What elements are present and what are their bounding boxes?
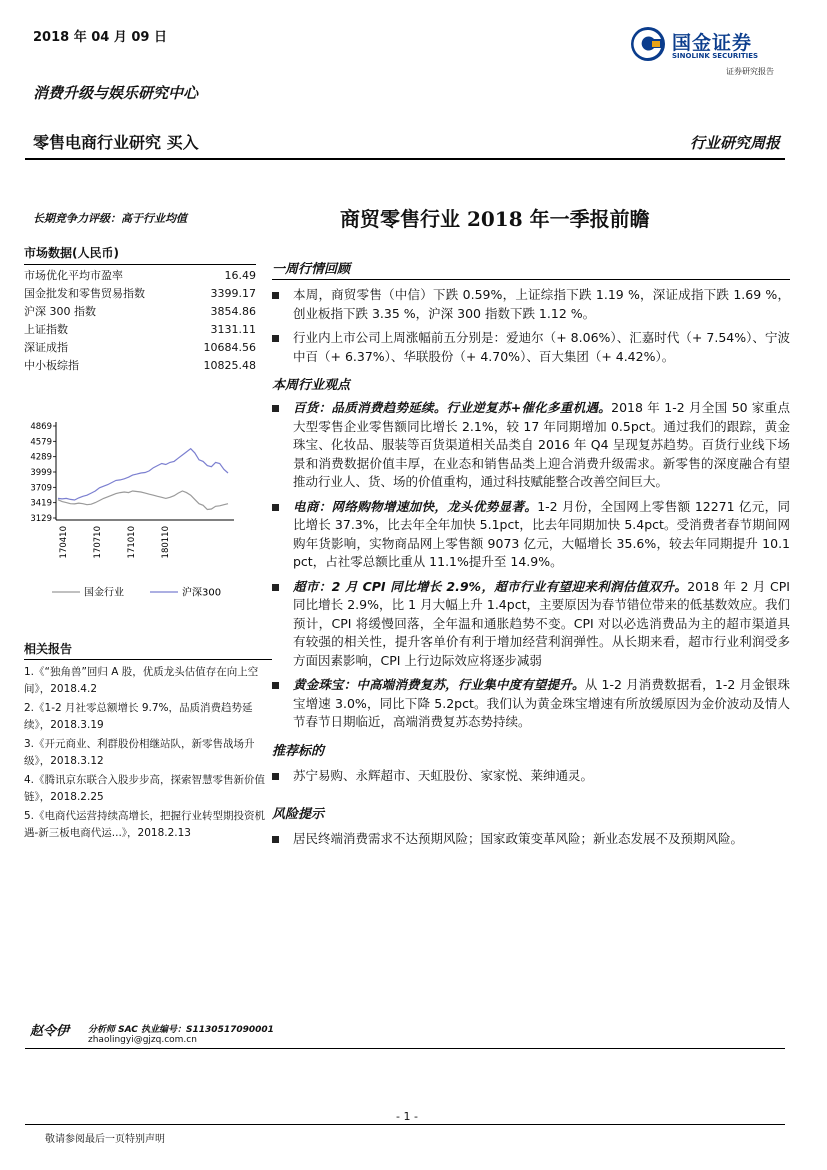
- section-industry-view-title: 本周行业观点: [272, 378, 351, 393]
- market-row: [24, 339, 256, 357]
- related-report-item: 5.《电商代运营持续高增长，把握行业转型期投资机遇-新三板电商代运...》，2018.2.13: [24, 810, 266, 839]
- y-tick-label: 3709: [30, 483, 52, 494]
- x-tick-label: 170710: [93, 526, 103, 559]
- bullet-text: 2018 年 1-2 月全国 50 家重点大型零售企业零售额同比增长 2.1%，较 17 年同期增加 0.5pct。通过我们的跟踪，黄金珠宝、化妆品、服装等百货渠道相关品类自 2016 年 Q4 呈现复苏趋势。百货行业线下场景和消费数据价值丰厚，在业态和销售品类上迎合消费升级需求。新零售的深度融合有望推动行业人、货、场的价值重构，通过科技赋能整合改善空间巨大。: [293, 400, 790, 489]
- x-tick-label: 170410: [59, 526, 69, 559]
- analyst-email: zhaolingyi@gjzq.com.cn: [88, 1035, 197, 1045]
- market-row: [24, 321, 256, 339]
- footer-divider: [25, 1124, 785, 1125]
- recommend-item: [272, 767, 790, 786]
- market-value: 10825.48: [203, 359, 256, 372]
- bullet-body: [293, 498, 790, 572]
- footer-disclaimer: 敬请参阅最后一页特别声明: [45, 1134, 165, 1145]
- bullet-text: 行业内上市公司上周涨幅前五分别是：爱迪尔（+ 8.06%）、汇嘉时代（+ 7.54%）、宁波中百（+ 6.37%）、华联股份（+ 4.70%）、百大集团（+ 4.42%）。: [293, 330, 790, 364]
- related-report-item: 2.《1-2 月社零总额增长 9.7%，品质消费趋势延续》，2018.3.19: [24, 702, 253, 731]
- bullet-lead: 超市：2 月 CPI 同比增长 2.9%，超市行业有望迎来利润估值双升。: [293, 578, 688, 594]
- bullet-lead: 黄金珠宝：中高端消费复苏，行业集中度有望提升。: [293, 677, 585, 692]
- risk-item: [272, 830, 790, 849]
- sector-rating: 零售电商行业研究 买入: [33, 133, 199, 152]
- x-tick-label: 171010: [127, 526, 137, 559]
- section-risk-title: 风险提示: [272, 807, 325, 822]
- y-tick-label: 3419: [30, 498, 52, 509]
- main-content: [272, 258, 790, 849]
- related-report-item: 3.《开元商业、利群股份相继站队，新零售战场升级》，2018.3.12: [24, 738, 255, 767]
- analyst-divider: [25, 1048, 785, 1049]
- header-divider: [25, 158, 785, 160]
- bullet-body: [293, 578, 790, 671]
- sinolink-logo-icon: [630, 26, 666, 62]
- bullet-icon: [272, 405, 279, 412]
- market-value: 10684.56: [203, 341, 256, 354]
- related-report-item: 4.《腾讯京东联合入股步步高，探索智慧零售新价值链》，2018.2.25: [24, 774, 266, 803]
- x-tick-label: 180110: [161, 526, 171, 559]
- bullet-body: [293, 676, 790, 732]
- risk-text: 居民终端消费需求不达预期风险；国家政策变革风险；新业态发展不及预期风险。: [293, 831, 744, 846]
- section-recommend-title: 推荐标的: [272, 743, 325, 759]
- bullet-icon: [272, 836, 279, 843]
- market-label: 沪深 300 指数: [24, 305, 96, 318]
- logo-en-text: SINOLINK SECURITIES: [672, 52, 759, 60]
- index-chart-svg: [22, 410, 258, 610]
- industry-view-item: [272, 498, 790, 572]
- bullet-text: 2018 年 2 月 CPI 同比增长 2.9%，比 1 月大幅上升 1.4pct，主要原因为春节错位带来的低基数效应。我们预计，CPI 将缓慢回落，全年温和通胀趋势不变。CPI 对以必选消费品为主的超市渠道具有较强的相关性，提升客单价有利于增加经营利润弹性。从长期来看，超市行业利润受多方面因素影响，CPI 上行边际效应将逐步减弱: [293, 578, 790, 668]
- bullet-text: 1-2 月份，全国网上零售额 12271 亿元，同比增长 37.3%，比去年全年加快 5.1pct，比去年同期加快 5.4pct。受消费者春节期间网购年货影响，实物商品网上零售额 9073 亿元，大幅增长 35.6%，较去年同期提升 10.1 pct，占社零总额比重从 11.1%提升至 14.9%。: [293, 498, 790, 569]
- y-tick-label: 3129: [30, 514, 52, 524]
- market-label: 上证指数: [24, 323, 68, 336]
- recommend-text: 苏宁易购、永辉超市、天虹股份、家家悦、莱绅通灵。: [293, 767, 594, 783]
- page-number: - 1 -: [396, 1110, 418, 1123]
- market-row: [24, 357, 256, 375]
- section-weekly-review-title: 一周行情回顾: [272, 258, 790, 280]
- report-date: 2018 年 04 月 09 日: [33, 30, 167, 45]
- market-value: 3854.86: [210, 305, 256, 318]
- market-label: 中小板综指: [24, 359, 79, 372]
- market-row: [24, 303, 256, 321]
- bullet-body: [293, 399, 790, 492]
- analyst-cert: 分析师 SAC 执业编号：S1130517090001: [88, 1025, 274, 1035]
- bullet-icon: [272, 335, 279, 342]
- legend-label: 国金行业: [84, 587, 124, 599]
- bullet-text: 本周，商贸零售（中信）下跌 0.59%，上证综指下跌 1.19 %，深证成指下跌 1.69 %，创业板指下跌 3.35 %，沪深 300 指数下跌 1.12 %。: [293, 287, 790, 321]
- logo-cn-text: 国金证券: [672, 32, 753, 54]
- bullet-lead: 百货：品质消费趋势延续。行业逆复苏+催化多重机遇。: [293, 400, 612, 415]
- bullet-body: [293, 286, 790, 323]
- legend-label: 沪深300: [182, 587, 222, 599]
- report-title: 商贸零售行业 2018 年一季报前瞻: [340, 207, 650, 231]
- y-tick-label: 4579: [30, 437, 52, 448]
- logo-sub-text: 证券研究报告: [726, 67, 774, 76]
- bullet-body: [293, 329, 790, 366]
- analyst-name: 赵令伊: [30, 1024, 70, 1039]
- market-label: 市场优化平均市盈率: [24, 269, 123, 282]
- logo: [630, 24, 800, 84]
- market-row: [24, 267, 256, 285]
- market-data-title: 市场数据(人民币): [24, 244, 256, 265]
- related-reports-title: 相关报告: [24, 640, 272, 660]
- bullet-icon: [272, 584, 279, 591]
- bullet-text: 从 1-2 月消费数据看，1-2 月金银珠宝增速 3.0%，同比下降 5.2pct。我们认为黄金珠宝增速有所放缓原因为金价波动及情人节春节日期临近，高端消费复苏态势持续。: [293, 677, 790, 729]
- research-center: 消费升级与娱乐研究中心: [33, 84, 199, 102]
- bullet-icon: [272, 292, 279, 299]
- market-value: 16.49: [224, 269, 256, 282]
- y-tick-label: 4869: [30, 422, 52, 432]
- bullet-lead: 电商：网络购物增速加快，龙头优势显著。: [293, 498, 538, 514]
- industry-view-item: [272, 399, 790, 492]
- bullet-icon: [272, 773, 279, 780]
- industry-view-item: [272, 578, 790, 671]
- market-label: 深证成指: [24, 341, 68, 354]
- related-reports: [24, 640, 272, 844]
- market-row: [24, 285, 256, 303]
- market-data: [24, 244, 256, 375]
- market-value: 3131.11: [210, 323, 256, 336]
- bullet-icon: [272, 682, 279, 689]
- y-tick-label: 3999: [30, 468, 52, 478]
- market-value: 3399.17: [210, 287, 256, 300]
- index-chart: [22, 410, 258, 610]
- weekly-review-item: [272, 286, 790, 323]
- rating-line: 长期竞争力评级：高于行业均值: [33, 212, 187, 225]
- market-label: 国金批发和零售贸易指数: [24, 287, 145, 300]
- industry-view-item: [272, 676, 790, 732]
- related-report-item: 1.《“独角兽”回归 A 股，优质龙头估值存在向上空间》，2018.4.2: [24, 666, 259, 695]
- weekly-review-item: [272, 329, 790, 366]
- bullet-icon: [272, 504, 279, 511]
- report-type: 行业研究周报: [689, 134, 780, 152]
- series-line-0: [58, 491, 228, 510]
- y-tick-label: 4289: [30, 452, 52, 463]
